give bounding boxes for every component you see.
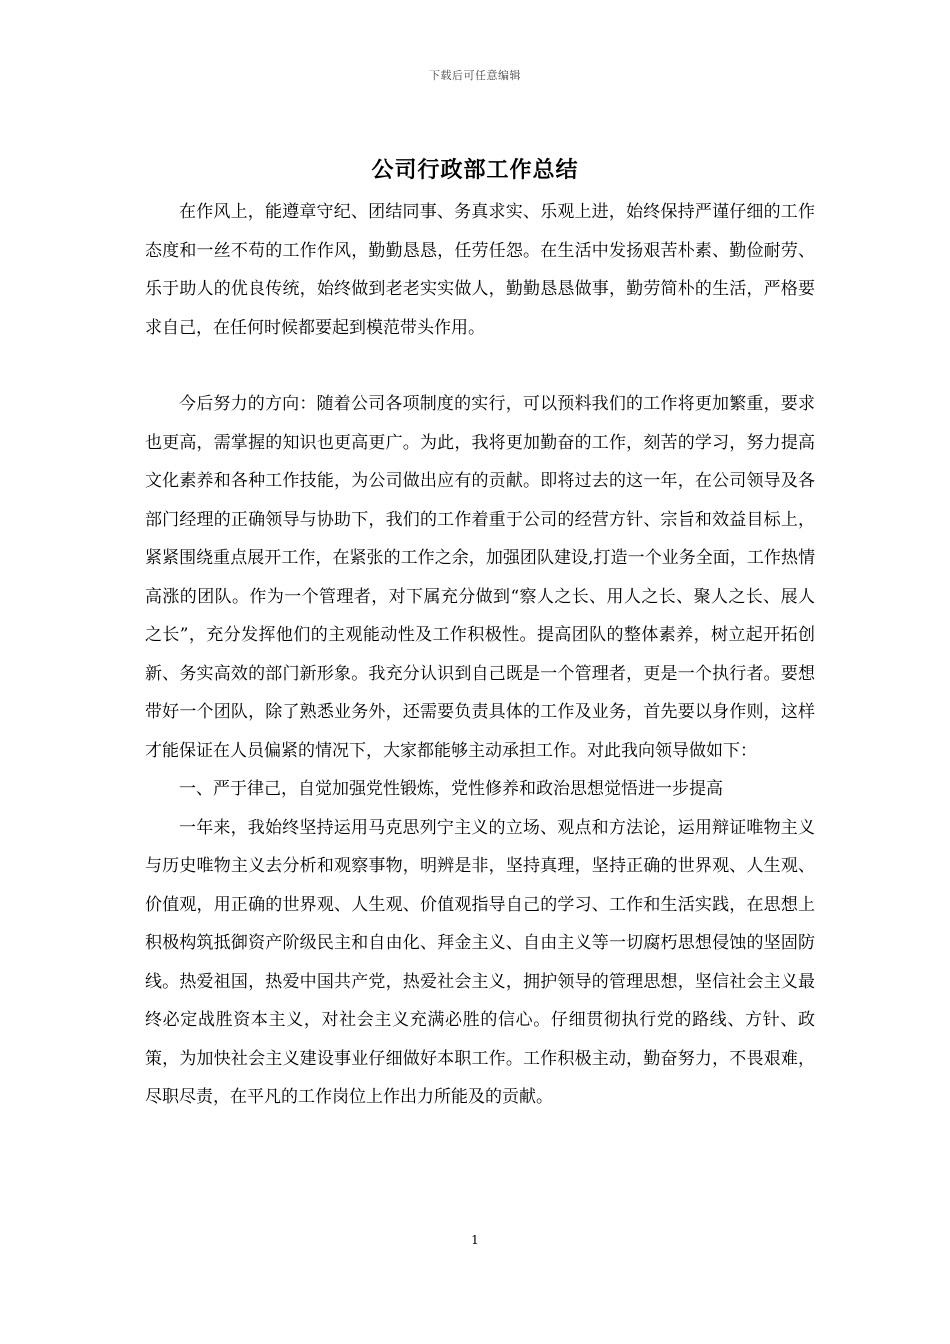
paragraph-work-style: 在作风上，能遵章守纪、团结同事、务真求实、乐观上进，始终保持严谨仔细的工作态度和一丝不苟的工作作风，勤勤恳恳，任劳任怨。在生活中发扬艰苦朴素、勤俭耐劳、乐于助人的优良传统，始终做到老老实实做人，勤勤恳恳做事，勤劳简朴的生活，严格要求自己，在任何时候都要起到模范带头作用。 <box>145 202 815 338</box>
document-title: 公司行政部工作总结 <box>371 158 579 183</box>
paragraph-political-thought: 一年来，我始终坚持运用马克思列宁主义的立场、观点和方法论，运用辩证唯物主义与历史唯物主义去分析和观察事物，明辨是非，坚持真理，坚持正确的世界观、人生观、价值观，用正确的世界观、人生观、价值观指导自己的学习、工作和生活实践，在思想上积极构筑抵御资产阶级民主和自由化、拜金主义、自由主义等一切腐朽思想侵蚀的坚固防线。热爱祖国，热爱中国共产党，热爱社会主义，拥护领导的管理思想，坚信社会主义最终必定战胜资本主义，对社会主义充满必胜的信心。仔细贯彻执行党的路线、方针、政策，为加快社会主义建设事业仔细做好本职工作。工作积极主动，勤奋努力，不畏艰难，尽职尽责，在平凡的工作岗位上作出力所能及的贡献。 <box>145 817 815 1107</box>
page-number: 1 <box>471 1233 479 1247</box>
paragraph-future-direction: 今后努力的方向：随着公司各项制度的实行，可以预料我们的工作将更加繁重，要求也更高，需掌握的知识也更高更广。为此，我将更加勤奋的工作，刻苦的学习，努力提高文化素养和各种工作技能，为公司做出应有的贡献。即将过去的这一年，在公司领导及各部门经理的正确领导与协助下，我们的工作着重于公司的经营方针、宗旨和效益目标上，紧紧围绕重点展开工作，在紧张的工作之余，加强团队建设,打造一个业务全面，工作热情高涨的团队。作为一个管理者，对下属充分做到“察人之长、用人之长、聚人之长、展人之长”，充分发挥他们的主观能动性及工作积极性。提高团队的整体素养，树立起开拓创新、务实高效的部门新形象。我充分认识到自己既是一个管理者，更是一个执行者。要想带好一个团队，除了熟悉业务外，还需要负责具体的工作及业务，首先要以身作则，这样才能保证在人员偏紧的情况下，大家都能够主动承担工作。对此我向领导做如下： <box>145 394 815 761</box>
section-heading-one: 一、严于律己，自觉加强党性锻炼，党性修养和政治思想觉悟进一步提高 <box>179 779 723 799</box>
document-body <box>145 193 815 1117</box>
page-header: 下载后可任意编辑 <box>429 69 521 82</box>
